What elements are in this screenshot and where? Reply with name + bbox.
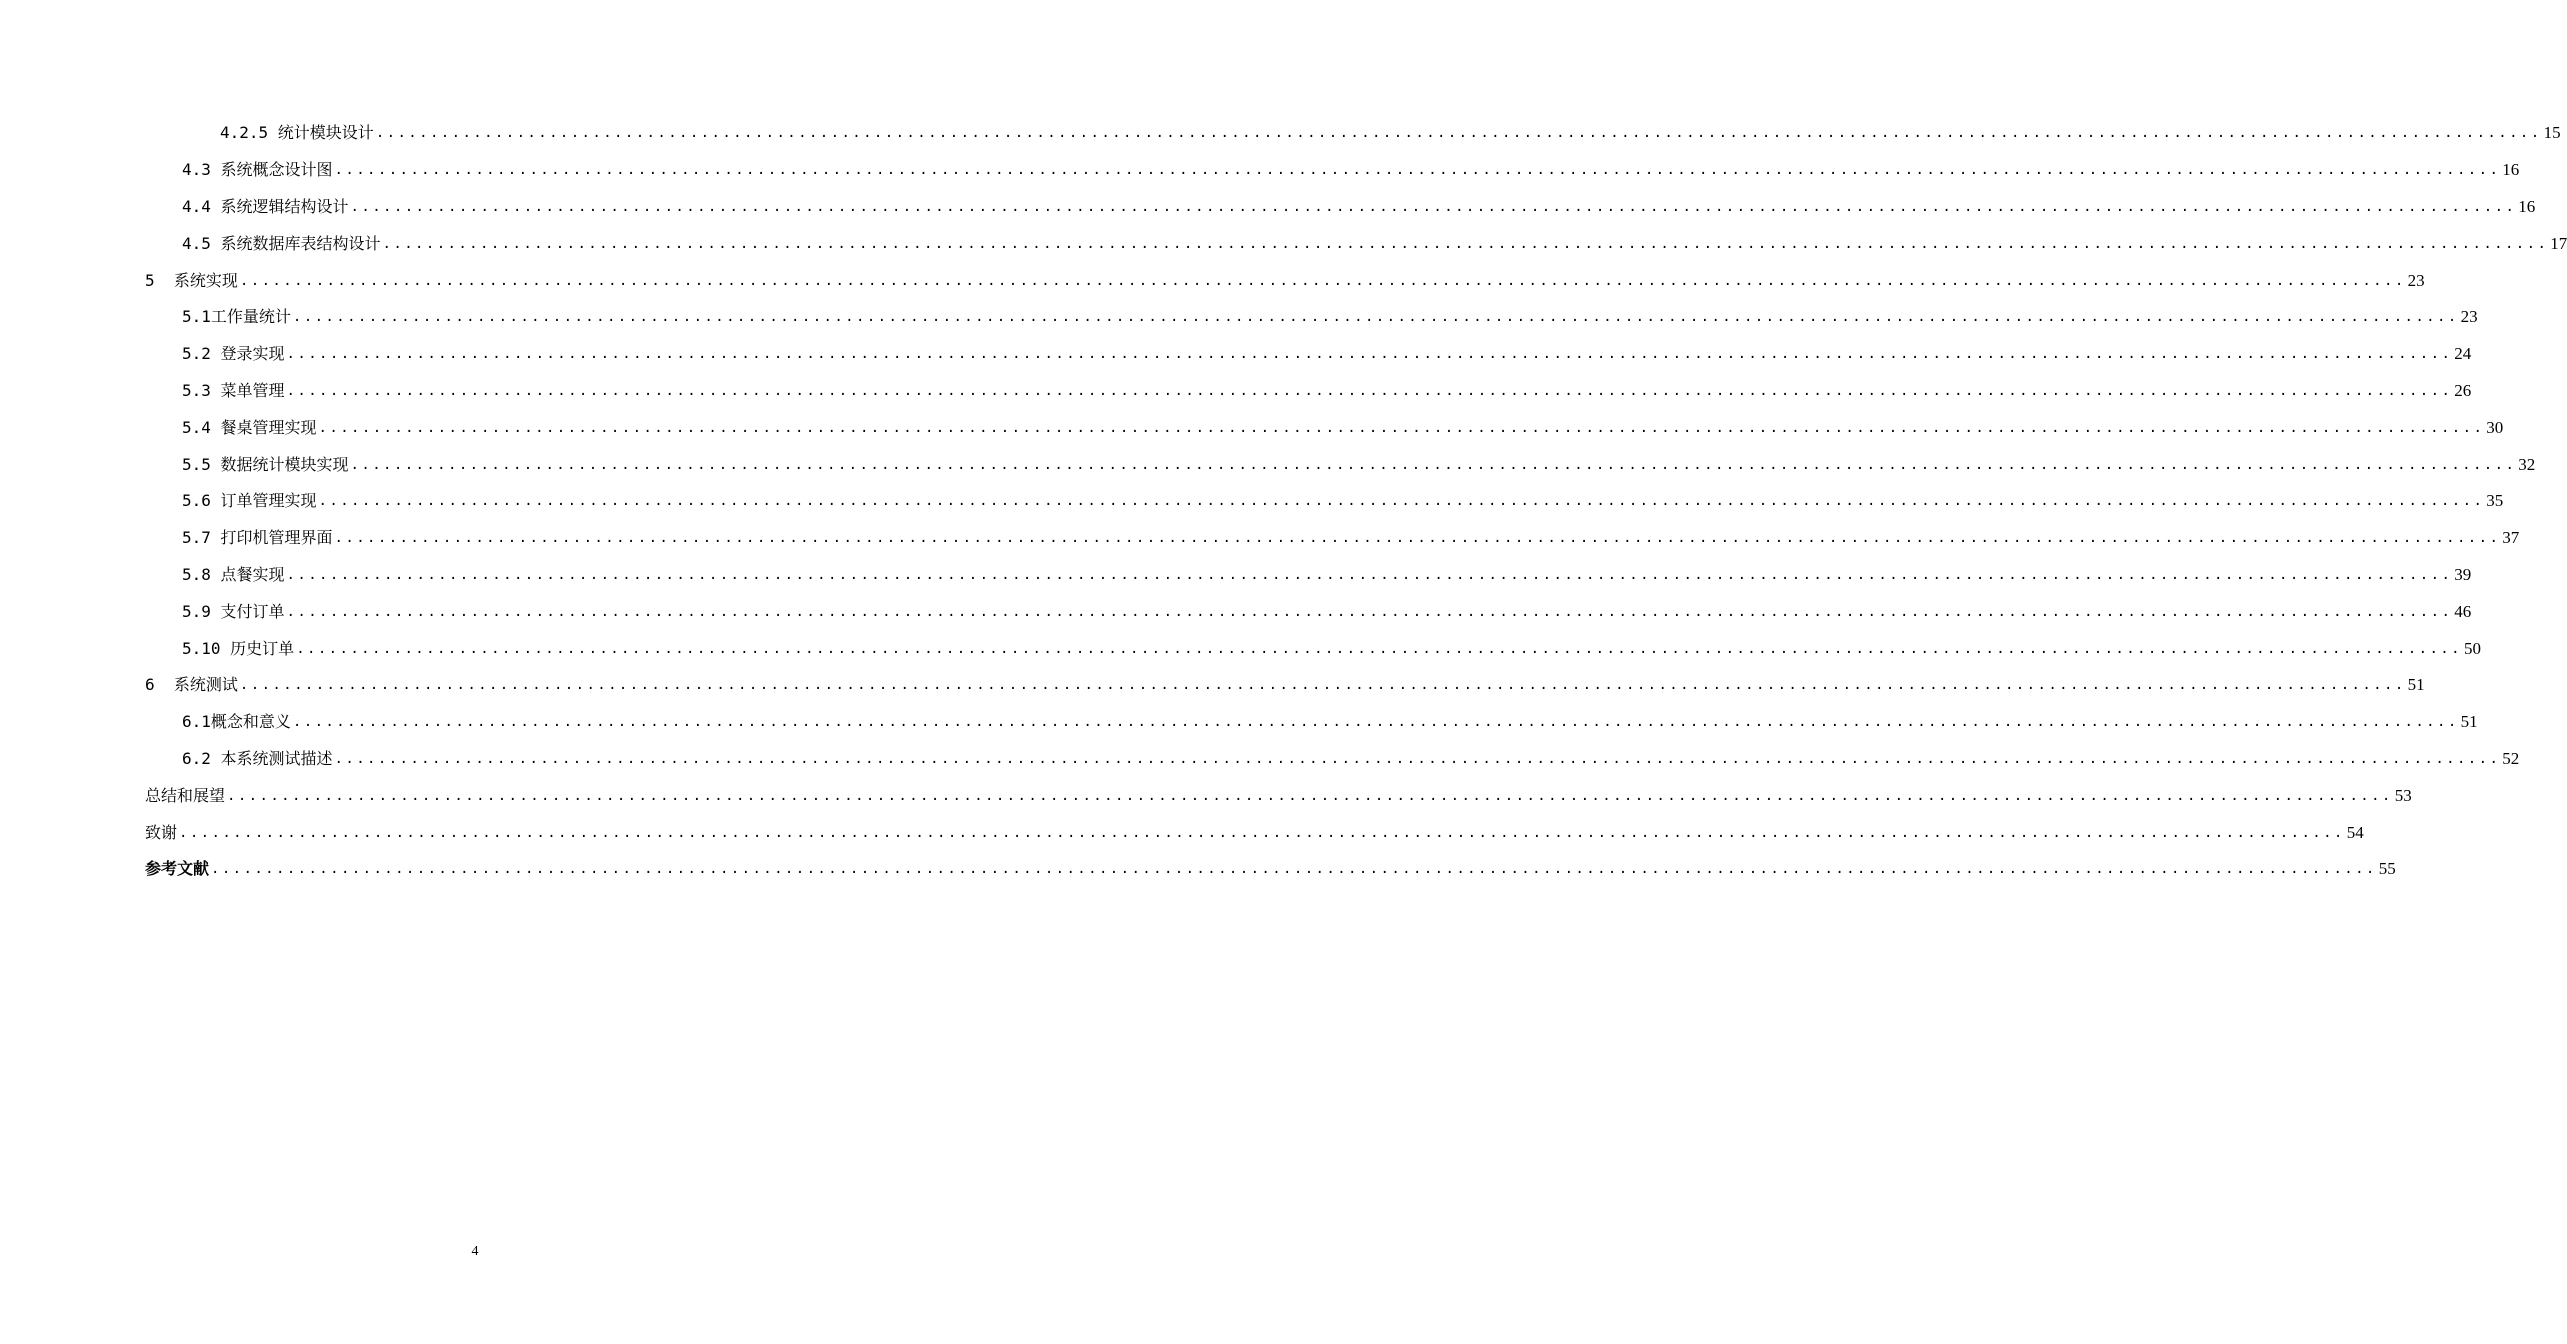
toc-entry-number: 4.4 [182, 196, 221, 216]
toc-entry-title: 点餐实现 [220, 564, 285, 584]
toc-entry[interactable] [0, 520, 2520, 557]
toc-entry[interactable] [0, 483, 2504, 520]
toc-entry[interactable] [0, 446, 2536, 483]
toc-entry-page: 39 [2454, 564, 2472, 584]
toc-dot-leader: ........................................................................................................................................................................................................ [239, 677, 2406, 694]
toc-entry[interactable] [0, 777, 2412, 814]
toc-entry-page: 32 [2518, 454, 2536, 474]
toc-entry-title: 数据统计模块实现 [220, 454, 349, 474]
toc-dot-leader: ........................................................................................................................................................................................................ [375, 125, 2542, 142]
toc-entry-page: 54 [2346, 822, 2364, 842]
toc-entry[interactable] [0, 667, 2425, 704]
toc-dot-leader: ........................................................................................................................................................................................................ [286, 603, 2453, 620]
toc-entry-page: 35 [2486, 491, 2504, 511]
toc-dot-leader: ........................................................................................................................................................................................................ [382, 235, 2549, 252]
toc-entry[interactable] [0, 814, 2364, 851]
toc-entry[interactable] [0, 704, 2478, 741]
toc-dot-leader: ........................................................................................................................................................................................................ [350, 198, 2517, 215]
toc-entry-page: 51 [2407, 675, 2425, 695]
toc-dot-leader: ........................................................................................................................................................................................................ [334, 530, 2501, 547]
toc-entry-number: 4.5 [182, 233, 221, 253]
toc-entry-page: 26 [2454, 380, 2472, 400]
toc-entry-number: 4.3 [182, 160, 221, 180]
toc-entry-title: 参考文献 [145, 859, 210, 879]
toc-dot-leader: ........................................................................................................................................................................................................ [286, 346, 2453, 363]
toc-entry[interactable] [0, 373, 2472, 410]
toc-entry-title: 菜单管理 [220, 380, 285, 400]
toc-entry-number: 5.10 [182, 638, 231, 658]
toc-entry-number: 5.6 [182, 491, 221, 511]
toc-entry[interactable] [0, 630, 2481, 667]
toc-entry-title: 登录实现 [220, 344, 285, 364]
toc-entry-page: 23 [2460, 307, 2478, 327]
toc-entry[interactable] [0, 409, 2504, 446]
toc-dot-leader: ........................................................................................................................................................................................................ [296, 640, 2462, 657]
toc-entry[interactable] [0, 152, 2520, 189]
toc-entry-title: 支付订单 [220, 601, 285, 621]
toc-entry-title: 统计模块设计 [277, 123, 374, 143]
toc-entry-title: 本系统测试描述 [220, 748, 333, 768]
toc-entry-title: 系统逻辑结构设计 [220, 196, 349, 216]
toc-entry-number: 5 [145, 270, 174, 290]
toc-dot-leader: ........................................................................................................................................................................................................ [286, 382, 2453, 399]
toc-dot-leader: ........................................................................................................................................................................................................ [334, 750, 2501, 767]
toc-entry-page: 37 [2502, 528, 2520, 548]
toc-entry-number: 5.4 [182, 417, 221, 437]
toc-entry-page: 52 [2502, 748, 2520, 768]
toc-dot-leader: ........................................................................................................................................................................................................ [318, 493, 2485, 510]
toc-entry-number: 6.2 [182, 748, 221, 768]
toc-entry-number: 4.2.5 [220, 123, 278, 143]
toc-entry-title: 历史订单 [230, 638, 295, 658]
toc-entry-title: 系统实现 [173, 270, 238, 290]
toc-entry-title: 餐桌管理实现 [220, 417, 317, 437]
toc-entry-title: 系统数据库表结构设计 [220, 233, 381, 253]
toc-entry-page: 16 [2502, 160, 2520, 180]
toc-entry[interactable] [0, 189, 2536, 226]
toc-entry-title: 概念和意义 [210, 712, 291, 732]
toc-entry[interactable] [0, 593, 2472, 630]
toc-entry[interactable] [0, 115, 2561, 152]
toc-dot-leader: ........................................................................................................................................................................................................ [350, 456, 2517, 473]
toc-entry-number: 5.7 [182, 528, 221, 548]
toc-entry[interactable] [0, 225, 2567, 262]
toc-entry-number: 5.3 [182, 380, 221, 400]
toc-entry-page: 30 [2486, 417, 2504, 437]
toc-entry-number: 5.8 [182, 564, 221, 584]
toc-dot-leader: ........................................................................................................................................................................................................ [334, 162, 2501, 179]
toc-dot-leader: ........................................................................................................................................................................................................ [286, 566, 2453, 583]
toc-entry-number: 5.1 [182, 307, 211, 327]
toc-dot-leader: ........................................................................................................................................................................................................ [318, 419, 2485, 436]
toc-entry[interactable] [0, 262, 2425, 299]
toc-entry-page: 16 [2518, 196, 2536, 216]
toc-dot-leader: ........................................................................................................................................................................................................ [292, 309, 2459, 326]
toc-entry-number: 6 [145, 675, 174, 695]
toc-entry-number: 6.1 [182, 712, 211, 732]
toc-entry-page: 46 [2454, 601, 2472, 621]
toc-entry-title: 系统测试 [173, 675, 238, 695]
toc-entry-title: 系统概念设计图 [220, 160, 333, 180]
toc-entry[interactable] [0, 741, 2520, 778]
toc-entry-number: 5.9 [182, 601, 221, 621]
table-of-contents [0, 115, 2567, 888]
toc-entry[interactable] [0, 851, 2396, 888]
toc-entry-number: 5.2 [182, 344, 221, 364]
toc-entry-page: 51 [2460, 712, 2478, 732]
toc-entry-number: 5.5 [182, 454, 221, 474]
toc-entry-page: 15 [2543, 123, 2561, 143]
toc-entry-page: 53 [2394, 785, 2412, 805]
toc-entry-page: 50 [2463, 638, 2481, 658]
page-number: 4 [471, 1244, 479, 1259]
toc-entry-title: 打印机管理界面 [220, 528, 333, 548]
toc-entry-title: 订单管理实现 [220, 491, 317, 511]
toc-dot-leader: ........................................................................................................................................................................................................ [179, 824, 2345, 841]
toc-entry-page: 17 [2550, 233, 2567, 253]
toc-dot-leader: ........................................................................................................................................................................................................ [227, 787, 2393, 804]
toc-dot-leader: ........................................................................................................................................................................................................ [211, 861, 2377, 878]
toc-dot-leader: ........................................................................................................................................................................................................ [239, 272, 2406, 289]
toc-entry[interactable] [0, 336, 2472, 373]
toc-entry-title: 致谢 [145, 822, 178, 842]
toc-entry-title: 工作量统计 [210, 307, 291, 327]
toc-entry-page: 24 [2454, 344, 2472, 364]
toc-entry[interactable] [0, 299, 2478, 336]
toc-entry-title: 总结和展望 [145, 785, 226, 805]
toc-entry-page: 23 [2407, 270, 2425, 290]
toc-dot-leader: ........................................................................................................................................................................................................ [292, 714, 2459, 731]
toc-entry[interactable] [0, 557, 2472, 594]
toc-entry-page: 55 [2378, 859, 2396, 879]
